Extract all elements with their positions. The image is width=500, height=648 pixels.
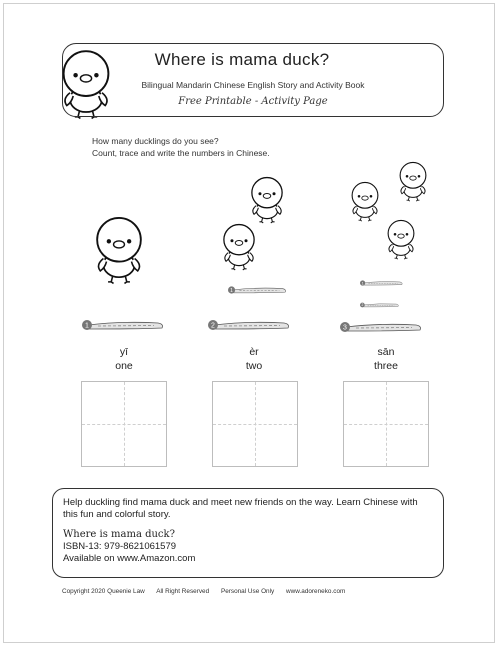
english-label-two: two bbox=[245, 360, 263, 372]
english-label-three: three bbox=[374, 360, 398, 372]
stroke-guide-san-top bbox=[360, 276, 404, 290]
duckling-icon bbox=[212, 217, 266, 271]
instruction-task: Count, trace and write the numbers in Chinese. bbox=[92, 148, 270, 158]
copyright-line bbox=[62, 588, 442, 595]
page-tagline: Free Printable - Activity Page bbox=[178, 96, 328, 107]
stroke-guide-er-bottom bbox=[207, 318, 293, 332]
stroke-number: 2 bbox=[361, 303, 364, 308]
duckling-icon bbox=[240, 170, 294, 224]
writing-grid-one[interactable] bbox=[81, 381, 167, 467]
stroke-number: 2 bbox=[211, 322, 215, 330]
copyright-usage: Personal Use Only bbox=[220, 588, 275, 595]
duckling-icon bbox=[378, 213, 424, 261]
stroke-number: 3 bbox=[343, 324, 347, 332]
duckling-icon bbox=[80, 200, 158, 292]
copyright-website: www.adoreneko.com bbox=[286, 588, 346, 595]
pinyin-label-san: sān bbox=[377, 346, 395, 358]
page-title: Where is mama duck? bbox=[154, 50, 330, 69]
book-availability: Available on www.Amazon.com bbox=[63, 553, 196, 565]
stroke-number: 1 bbox=[361, 281, 364, 286]
page-subtitle: Bilingual Mandarin Chinese English Story and Activity Book bbox=[141, 80, 365, 90]
writing-grid-three[interactable] bbox=[343, 381, 429, 467]
book-isbn: ISBN-13: 979-8621061579 bbox=[63, 541, 177, 553]
stroke-guide-yi bbox=[82, 318, 166, 332]
book-info-box bbox=[52, 488, 444, 578]
stroke-number: 1 bbox=[230, 287, 233, 294]
book-description: Help duckling find mama duck and meet new friends on the way. Learn Chinese with this fun and colorful story. bbox=[63, 497, 418, 520]
book-title: Where is mama duck? bbox=[63, 528, 175, 540]
copyright-rights: All Right Reserved bbox=[156, 588, 210, 595]
stroke-number: 1 bbox=[85, 322, 89, 330]
copyright-notice: Copyright 2020 Queenie Law bbox=[62, 588, 145, 595]
duckling-icon bbox=[390, 155, 436, 203]
english-label-one: one bbox=[115, 360, 133, 372]
stroke-guide-san-bottom bbox=[340, 320, 424, 334]
instruction-question: How many ducklings do you see? bbox=[92, 136, 219, 146]
pinyin-label-er: èr bbox=[249, 346, 259, 358]
pinyin-label-yi: yī bbox=[119, 346, 129, 358]
stroke-guide-san-middle bbox=[360, 298, 400, 312]
writing-grid-two[interactable] bbox=[212, 381, 298, 467]
stroke-guide-er-top bbox=[228, 283, 288, 297]
